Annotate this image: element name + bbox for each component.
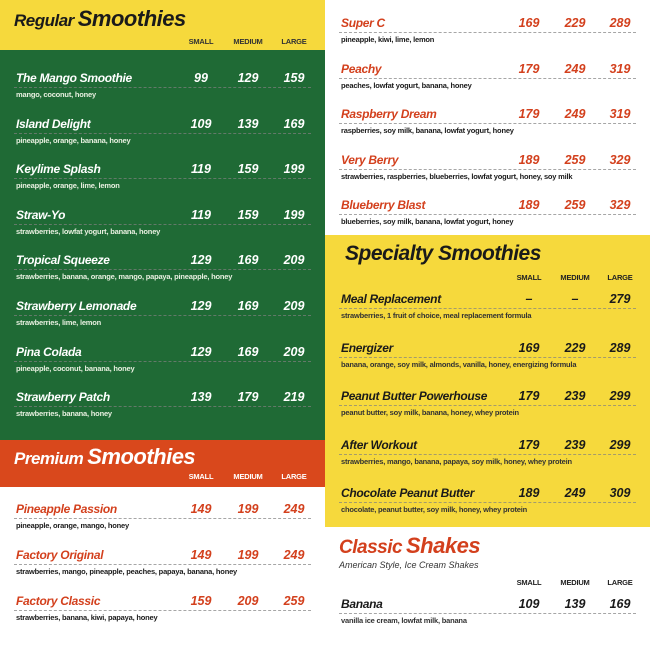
item-name: The Mango Smoothie bbox=[16, 71, 132, 85]
dashed-divider bbox=[14, 178, 311, 179]
item-name: Strawberry Lemonade bbox=[16, 299, 137, 313]
item-name: Peanut Butter Powerhouse bbox=[341, 389, 488, 403]
dashed-divider bbox=[339, 32, 636, 33]
item-price-large: 279 bbox=[609, 292, 631, 306]
item-ingredients: strawberries, lime, lemon bbox=[16, 318, 102, 327]
item-price-medium: 139 bbox=[564, 597, 586, 611]
dashed-divider bbox=[14, 564, 311, 565]
size-header-large: LARGE bbox=[607, 273, 633, 282]
dashed-divider bbox=[14, 133, 311, 134]
item-price-medium: 259 bbox=[564, 198, 586, 212]
item-price-small: 179 bbox=[518, 389, 540, 403]
item-ingredients: strawberries, banana, honey bbox=[16, 409, 112, 419]
item-price-medium: 239 bbox=[564, 437, 586, 452]
menu-item bbox=[325, 438, 650, 484]
dashed-divider bbox=[14, 406, 311, 407]
menu-item bbox=[0, 208, 325, 254]
menu-item bbox=[0, 548, 325, 594]
item-name: Peachy bbox=[341, 61, 382, 76]
item-name: Pineapple Passion bbox=[16, 502, 117, 516]
item-name: Chocolate Peanut Butter bbox=[341, 486, 475, 500]
item-price-large: 169 bbox=[609, 597, 631, 611]
section-title: Specialty Smoothies bbox=[345, 242, 541, 265]
menu-item bbox=[0, 299, 325, 345]
item-price-medium: – bbox=[571, 292, 579, 306]
item-ingredients: chocolate, peanut butter, soy milk, honey, whey protein bbox=[341, 505, 527, 514]
item-price-medium: 199 bbox=[237, 502, 259, 516]
menu-item bbox=[325, 486, 650, 532]
section-subtitle: American Style, Ice Cream Shakes bbox=[339, 560, 479, 570]
item-price-small: 129 bbox=[190, 299, 212, 313]
dashed-divider bbox=[339, 405, 636, 406]
item-price-large: 299 bbox=[609, 389, 631, 403]
section-title bbox=[14, 444, 195, 470]
dashed-divider bbox=[339, 502, 636, 503]
dashed-divider bbox=[339, 78, 636, 79]
dashed-divider bbox=[339, 308, 636, 309]
specialty-smoothies-section bbox=[325, 235, 650, 527]
item-name: Very Berry bbox=[341, 152, 399, 167]
item-price-medium: 129 bbox=[237, 71, 259, 85]
menu-item bbox=[0, 253, 325, 299]
item-price-small: 149 bbox=[190, 502, 212, 516]
premium-smoothies-section bbox=[0, 440, 325, 653]
item-price-small: 139 bbox=[190, 390, 212, 405]
size-header-medium: MEDIUM bbox=[233, 37, 263, 46]
dashed-divider bbox=[339, 357, 636, 358]
item-price-large: 299 bbox=[609, 437, 631, 452]
item-price-small: 109 bbox=[190, 116, 212, 131]
item-price-large: 289 bbox=[609, 340, 631, 355]
item-price-medium: 159 bbox=[237, 162, 259, 177]
title-part: Smoothies bbox=[77, 6, 186, 31]
item-name: Super C bbox=[341, 16, 385, 30]
menu-item bbox=[325, 62, 650, 108]
item-ingredients: pineapple, kiwi, lime, lemon bbox=[341, 35, 435, 44]
menu-item bbox=[325, 389, 650, 435]
item-price-medium: 259 bbox=[564, 152, 586, 167]
item-price-large: 209 bbox=[283, 253, 305, 268]
dashed-divider bbox=[14, 269, 311, 270]
item-ingredients: vanilla ice cream, lowfat milk, banana bbox=[341, 616, 467, 625]
item-name: Meal Replacement bbox=[341, 292, 441, 306]
item-name: Factory Original bbox=[16, 548, 104, 562]
dashed-divider bbox=[14, 518, 311, 519]
dashed-divider bbox=[339, 454, 636, 455]
item-price-large: 199 bbox=[283, 207, 305, 222]
size-header-small: SMALL bbox=[516, 273, 542, 282]
item-price-large: 259 bbox=[283, 594, 305, 608]
item-ingredients: strawberries, mango, banana, papaya, soy milk, honey, whey protein bbox=[341, 456, 572, 466]
menu-item bbox=[0, 594, 325, 640]
item-price-large: 219 bbox=[283, 390, 305, 405]
item-ingredients: peaches, lowfat yogurt, banana, honey bbox=[341, 80, 472, 90]
item-name: Pina Colada bbox=[16, 344, 82, 359]
item-price-small: 179 bbox=[518, 107, 540, 121]
menu-item bbox=[0, 162, 325, 208]
item-ingredients: strawberries, raspberries, blueberries, lowfat yogurt, honey, soy milk bbox=[341, 171, 573, 181]
dashed-divider bbox=[14, 224, 311, 225]
item-price-medium: 229 bbox=[564, 16, 586, 30]
item-price-large: 249 bbox=[283, 502, 305, 516]
item-price-medium: 249 bbox=[564, 61, 586, 76]
menu-item bbox=[325, 597, 650, 643]
dashed-divider bbox=[339, 613, 636, 614]
menu-item bbox=[325, 341, 650, 387]
menu-item bbox=[0, 345, 325, 391]
item-ingredients: peanut butter, soy milk, banana, honey, whey protein bbox=[341, 408, 519, 417]
item-price-small: 149 bbox=[190, 548, 212, 562]
item-price-small: 159 bbox=[190, 594, 212, 608]
item-name: Energizer bbox=[341, 340, 393, 355]
item-price-medium: 169 bbox=[237, 253, 259, 268]
item-price-large: 209 bbox=[283, 344, 305, 359]
title-part: Smoothies bbox=[87, 444, 196, 469]
size-header-medium: MEDIUM bbox=[560, 578, 590, 587]
item-name: After Workout bbox=[341, 437, 417, 452]
item-price-medium: 179 bbox=[237, 390, 259, 405]
menu-item bbox=[0, 117, 325, 163]
item-ingredients: pineapple, coconut, banana, honey bbox=[16, 363, 135, 373]
menu-item bbox=[325, 292, 650, 338]
item-price-large: 329 bbox=[609, 198, 631, 212]
item-price-medium: 139 bbox=[237, 116, 259, 131]
item-price-medium: 229 bbox=[564, 340, 586, 355]
item-ingredients: pineapple, orange, lime, lemon bbox=[16, 181, 120, 191]
menu-item bbox=[0, 502, 325, 548]
item-price-small: 179 bbox=[518, 437, 540, 452]
title-part: Regular bbox=[14, 11, 74, 30]
item-ingredients: pineapple, orange, banana, honey bbox=[16, 135, 131, 145]
item-price-large: 169 bbox=[283, 116, 305, 131]
item-price-large: 249 bbox=[283, 548, 305, 562]
menu-item bbox=[325, 16, 650, 62]
item-price-small: 99 bbox=[194, 71, 208, 85]
title-part: Premium bbox=[14, 449, 84, 468]
item-ingredients: strawberries, lowfat yogurt, banana, honey bbox=[16, 226, 161, 236]
dashed-divider bbox=[14, 610, 311, 611]
item-price-medium: 169 bbox=[237, 299, 259, 313]
classic-shakes-section bbox=[325, 527, 650, 653]
item-ingredients: strawberries, banana, orange, mango, papaya, pineapple, honey bbox=[16, 272, 233, 282]
section-title bbox=[339, 533, 480, 559]
item-ingredients: strawberries, mango, pineapple, peaches, papaya, banana, honey bbox=[16, 567, 238, 576]
item-ingredients: banana, orange, soy milk, almonds, vanilla, honey, energizing formula bbox=[341, 359, 577, 369]
item-price-small: 179 bbox=[518, 61, 540, 76]
dashed-divider bbox=[339, 214, 636, 215]
item-price-large: 159 bbox=[283, 71, 305, 85]
item-price-medium: 159 bbox=[237, 207, 259, 222]
item-price-medium: 199 bbox=[237, 548, 259, 562]
item-price-small: 129 bbox=[190, 344, 212, 359]
menu-item bbox=[0, 390, 325, 436]
item-price-small: 129 bbox=[190, 253, 212, 268]
item-price-large: 209 bbox=[283, 299, 305, 313]
dashed-divider bbox=[14, 361, 311, 362]
item-price-small: 119 bbox=[191, 162, 211, 177]
item-ingredients: blueberries, soy milk, banana, lowfat yogurt, honey bbox=[341, 217, 514, 226]
item-name: Strawberry Patch bbox=[16, 390, 110, 405]
item-ingredients: strawberries, 1 fruit of choice, meal replacement formula bbox=[341, 311, 532, 320]
menu-item bbox=[325, 107, 650, 153]
item-price-medium: 209 bbox=[237, 594, 259, 608]
size-header-small: SMALL bbox=[188, 472, 214, 481]
item-price-large: 319 bbox=[609, 107, 631, 121]
size-header-large: LARGE bbox=[281, 37, 307, 46]
size-header-small: SMALL bbox=[188, 37, 214, 46]
dashed-divider bbox=[339, 169, 636, 170]
premium-smoothies-continued bbox=[325, 0, 650, 235]
item-price-small: – bbox=[525, 292, 533, 306]
size-header-medium: MEDIUM bbox=[233, 472, 263, 481]
item-price-medium: 249 bbox=[564, 486, 586, 500]
item-name: Raspberry Dream bbox=[341, 107, 437, 121]
title-part: Classic bbox=[339, 537, 403, 558]
size-header-small: SMALL bbox=[516, 578, 542, 587]
item-price-small: 109 bbox=[518, 597, 540, 611]
item-price-small: 169 bbox=[518, 340, 540, 355]
item-ingredients: pineapple, orange, mango, honey bbox=[16, 521, 129, 530]
title-part: Shakes bbox=[406, 533, 481, 558]
item-price-small: 169 bbox=[518, 16, 540, 30]
item-price-small: 189 bbox=[518, 486, 540, 500]
item-price-medium: 169 bbox=[237, 344, 259, 359]
menu-item bbox=[0, 71, 325, 117]
menu-item bbox=[325, 153, 650, 199]
item-price-large: 199 bbox=[283, 162, 305, 177]
dashed-divider bbox=[14, 87, 311, 88]
item-price-small: 119 bbox=[191, 207, 211, 222]
dashed-divider bbox=[339, 123, 636, 124]
item-price-small: 189 bbox=[518, 198, 540, 212]
item-name: Island Delight bbox=[16, 116, 91, 131]
size-header-large: LARGE bbox=[607, 578, 633, 587]
size-header-large: LARGE bbox=[281, 472, 307, 481]
section-title bbox=[14, 6, 186, 32]
item-name: Straw-Yo bbox=[16, 207, 66, 222]
item-price-medium: 239 bbox=[564, 389, 586, 403]
item-name: Blueberry Blast bbox=[341, 198, 426, 212]
item-name: Keylime Splash bbox=[16, 162, 101, 177]
item-price-large: 309 bbox=[609, 486, 631, 500]
item-price-large: 289 bbox=[609, 16, 631, 30]
item-ingredients: mango, coconut, honey bbox=[16, 90, 96, 99]
item-price-medium: 249 bbox=[564, 107, 586, 121]
item-name: Banana bbox=[341, 597, 383, 611]
item-name: Factory Classic bbox=[16, 594, 101, 608]
item-name: Tropical Squeeze bbox=[16, 253, 110, 268]
item-ingredients: raspberries, soy milk, banana, lowfat yogurt, honey bbox=[341, 126, 514, 135]
size-header-medium: MEDIUM bbox=[560, 273, 590, 282]
item-price-large: 329 bbox=[609, 152, 631, 167]
item-price-large: 319 bbox=[609, 61, 631, 76]
regular-smoothies-section bbox=[0, 0, 325, 440]
item-price-small: 189 bbox=[518, 152, 540, 167]
dashed-divider bbox=[14, 315, 311, 316]
item-ingredients: strawberries, banana, kiwi, papaya, honey bbox=[16, 613, 158, 622]
